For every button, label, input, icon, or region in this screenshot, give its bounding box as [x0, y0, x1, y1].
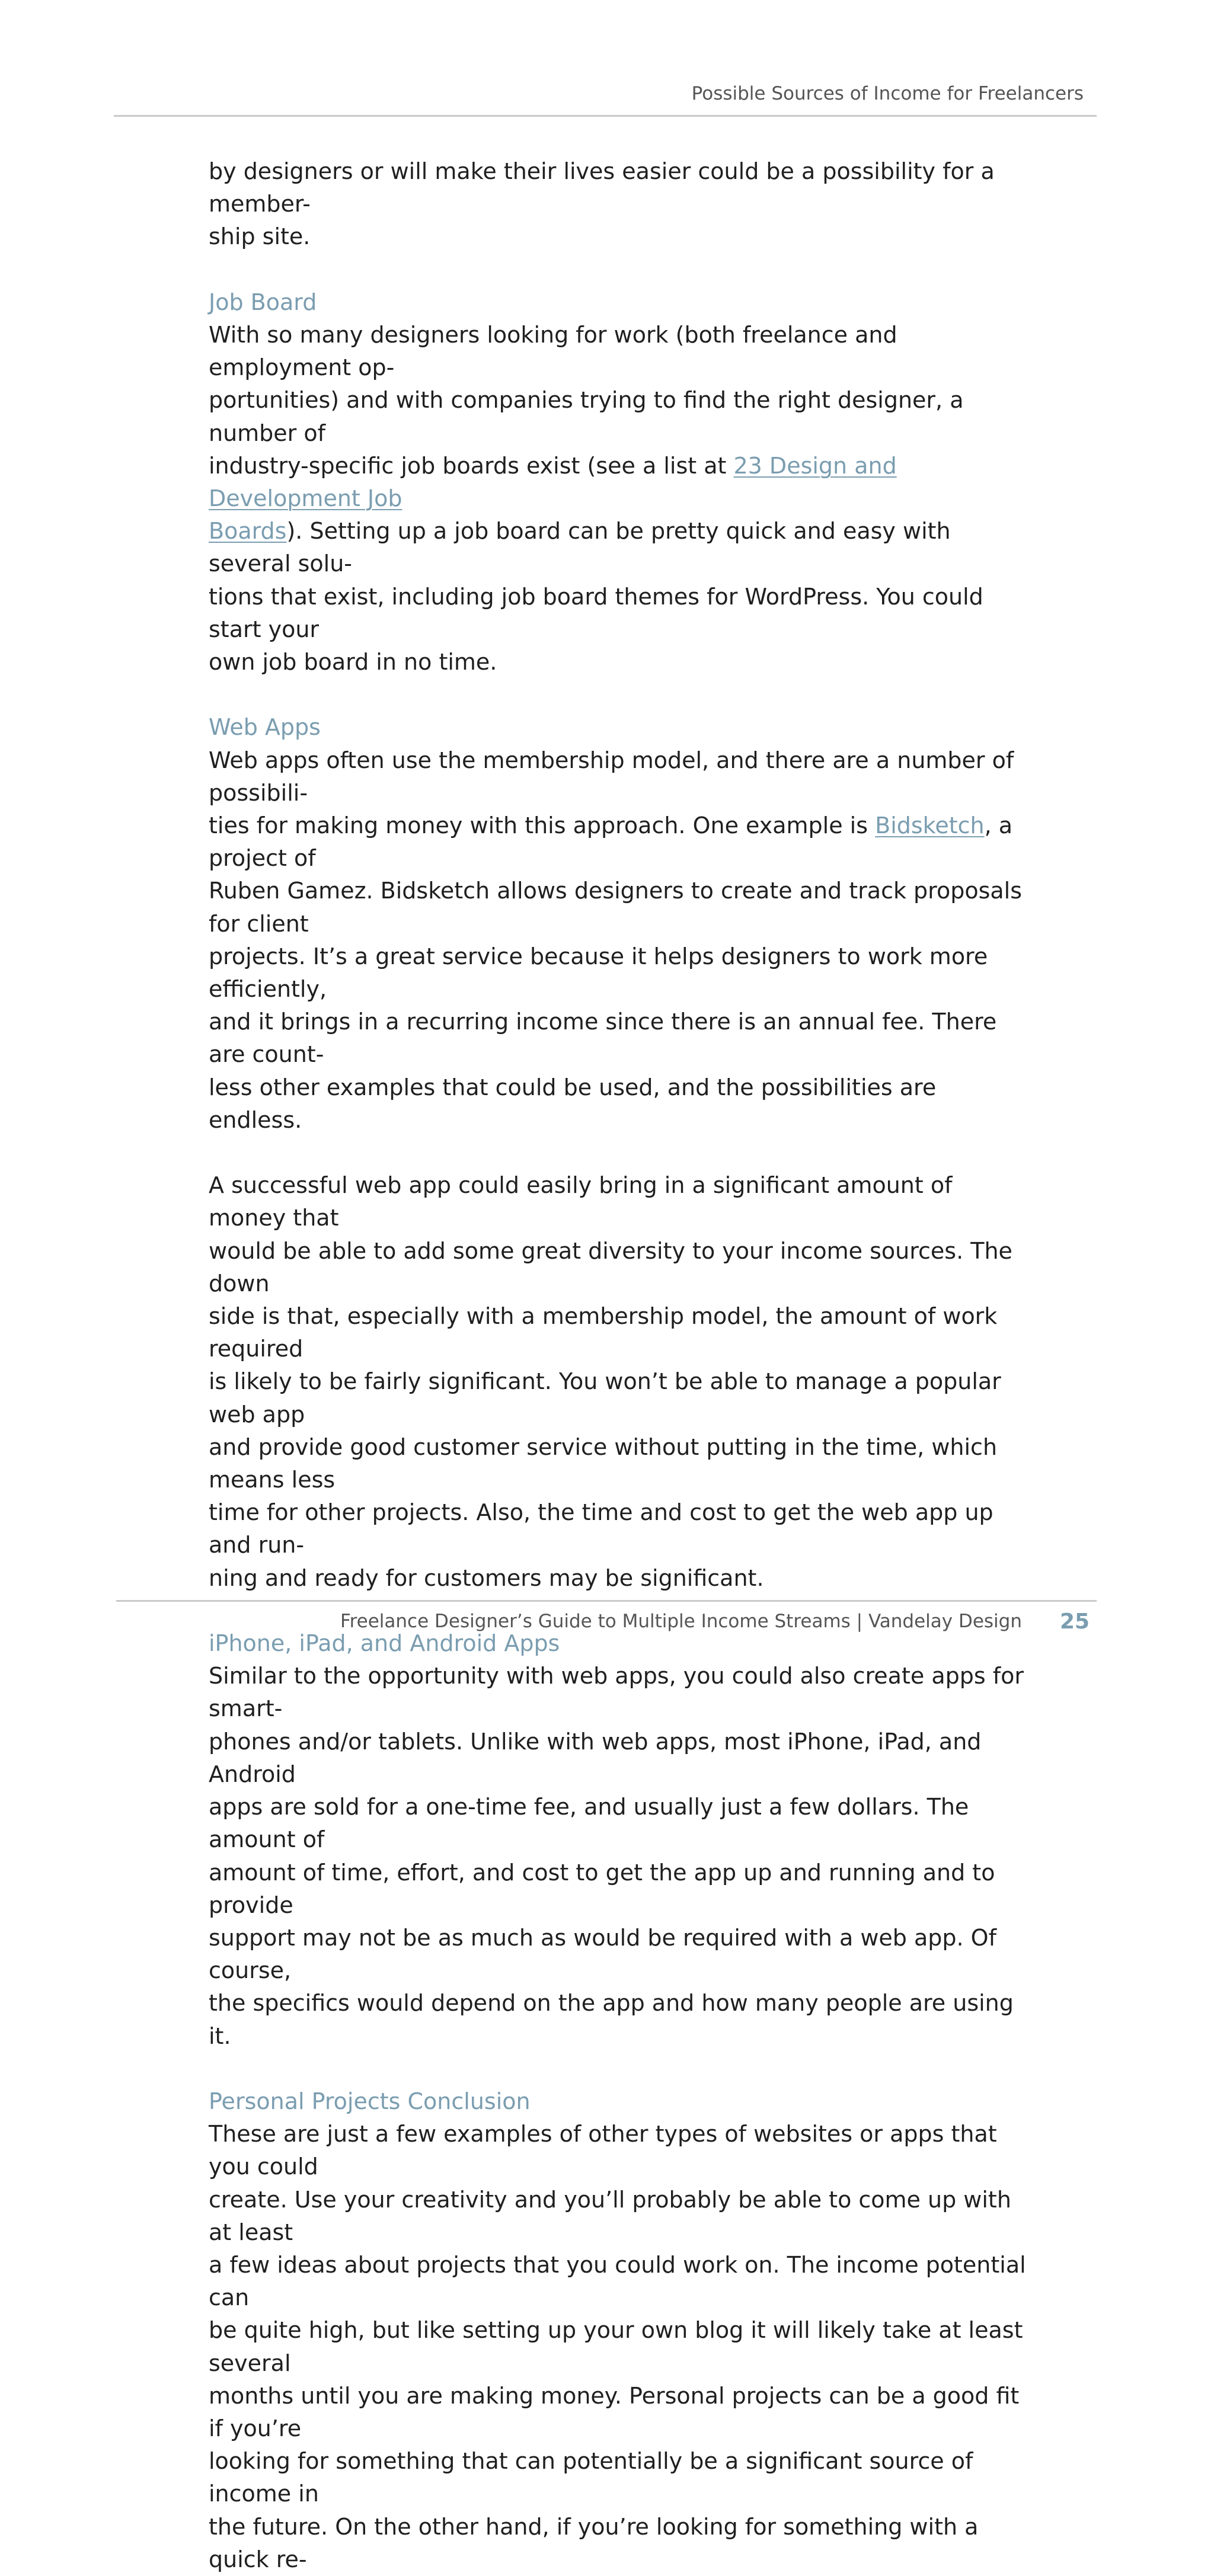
running-header: Possible Sources of Income for Freelancers [691, 83, 1084, 104]
intro-paragraph: by designers or will make their lives easier could be a possibility for a member- ship site. [209, 158, 995, 250]
header-divider [114, 115, 1097, 117]
job-boards-link[interactable]: 23 Design and Development Job Boards [209, 452, 897, 545]
section-heading-mobile-apps: iPhone, iPad, and Android Apps [209, 1630, 560, 1657]
footer-divider [116, 1600, 1097, 1602]
section-heading-job-board: Job Board [209, 289, 317, 315]
section-heading-web-apps: Web Apps [209, 714, 321, 741]
mobile-apps-paragraph: Similar to the opportunity with web apps, you could also create apps for smart- phones and/or tablets. Unlike with web apps, most iPhone, iPad, and Android apps are sold for a one-time fee, and usually just a few dollars. The amount of amount of time, effort, and cost to get the app up and running and to provide support may not be as much as would be required with a web app. Of course, the specifics would depend on the app and how many people are using it. [209, 1663, 1024, 2049]
job-board-paragraph: With so many designers looking for work (both freelance and employment op- portunities) and with companies trying to find the right designer, a number of industry-specific job boards exist (see a list at 23 Design and Development Job Boards). Setting up a job board can be pretty quick and easy with several solu- tions that exist, including job board themes for WordPress. You could start your own job board in no time. [209, 322, 983, 676]
bidsketch-link[interactable]: Bidsketch [875, 812, 985, 839]
web-apps-paragraph: Web apps often use the membership model, and there are a number of possibili- ties for making money with this approach. One example is Bidsketch, a project of Ruben Gamez. Bidsketch allows designers to create and track proposals for client projects. It’s a great service because it helps designers to work more efficiently, and it brings in a recurring income since there is an annual fee. There are count- less other examples that could be used, and the possibilities are endless. [209, 747, 1023, 1133]
page-number: 25 [1060, 1609, 1090, 1634]
section-heading-conclusion: Personal Projects Conclusion [209, 2088, 531, 2114]
running-footer: Freelance Designer’s Guide to Multiple Income Streams | Vandelay Design [340, 1611, 1022, 1632]
conclusion-paragraph: These are just a few examples of other types of websites or apps that you could create. Use your creativity and you’ll probably be able to come up with at least a few ideas about projects that you could work on. The income potential can be quite high, but like setting up your own blog it will likely take at least several months until you are making money. Personal projects can be a good fit if you’re looking for something that can potentially be a significant source of income in the future. On the other hand, if you’re looking for something with a quick re- [209, 2121, 1026, 2572]
page-body [209, 155, 1033, 2576]
web-apps-paragraph-2: A successful web app could easily bring in a significant amount of money that would be able to add some great diversity to your income sources. The down side is that, especially with a membership model, the amount of work required is likely to be fairly significant. You won’t be able to manage a popular web app and provide good customer service without putting in the time, which means less time for other projects. Also, the time and cost to get the web app up and run- ning and ready for customers may be significant. [209, 1172, 1012, 1591]
